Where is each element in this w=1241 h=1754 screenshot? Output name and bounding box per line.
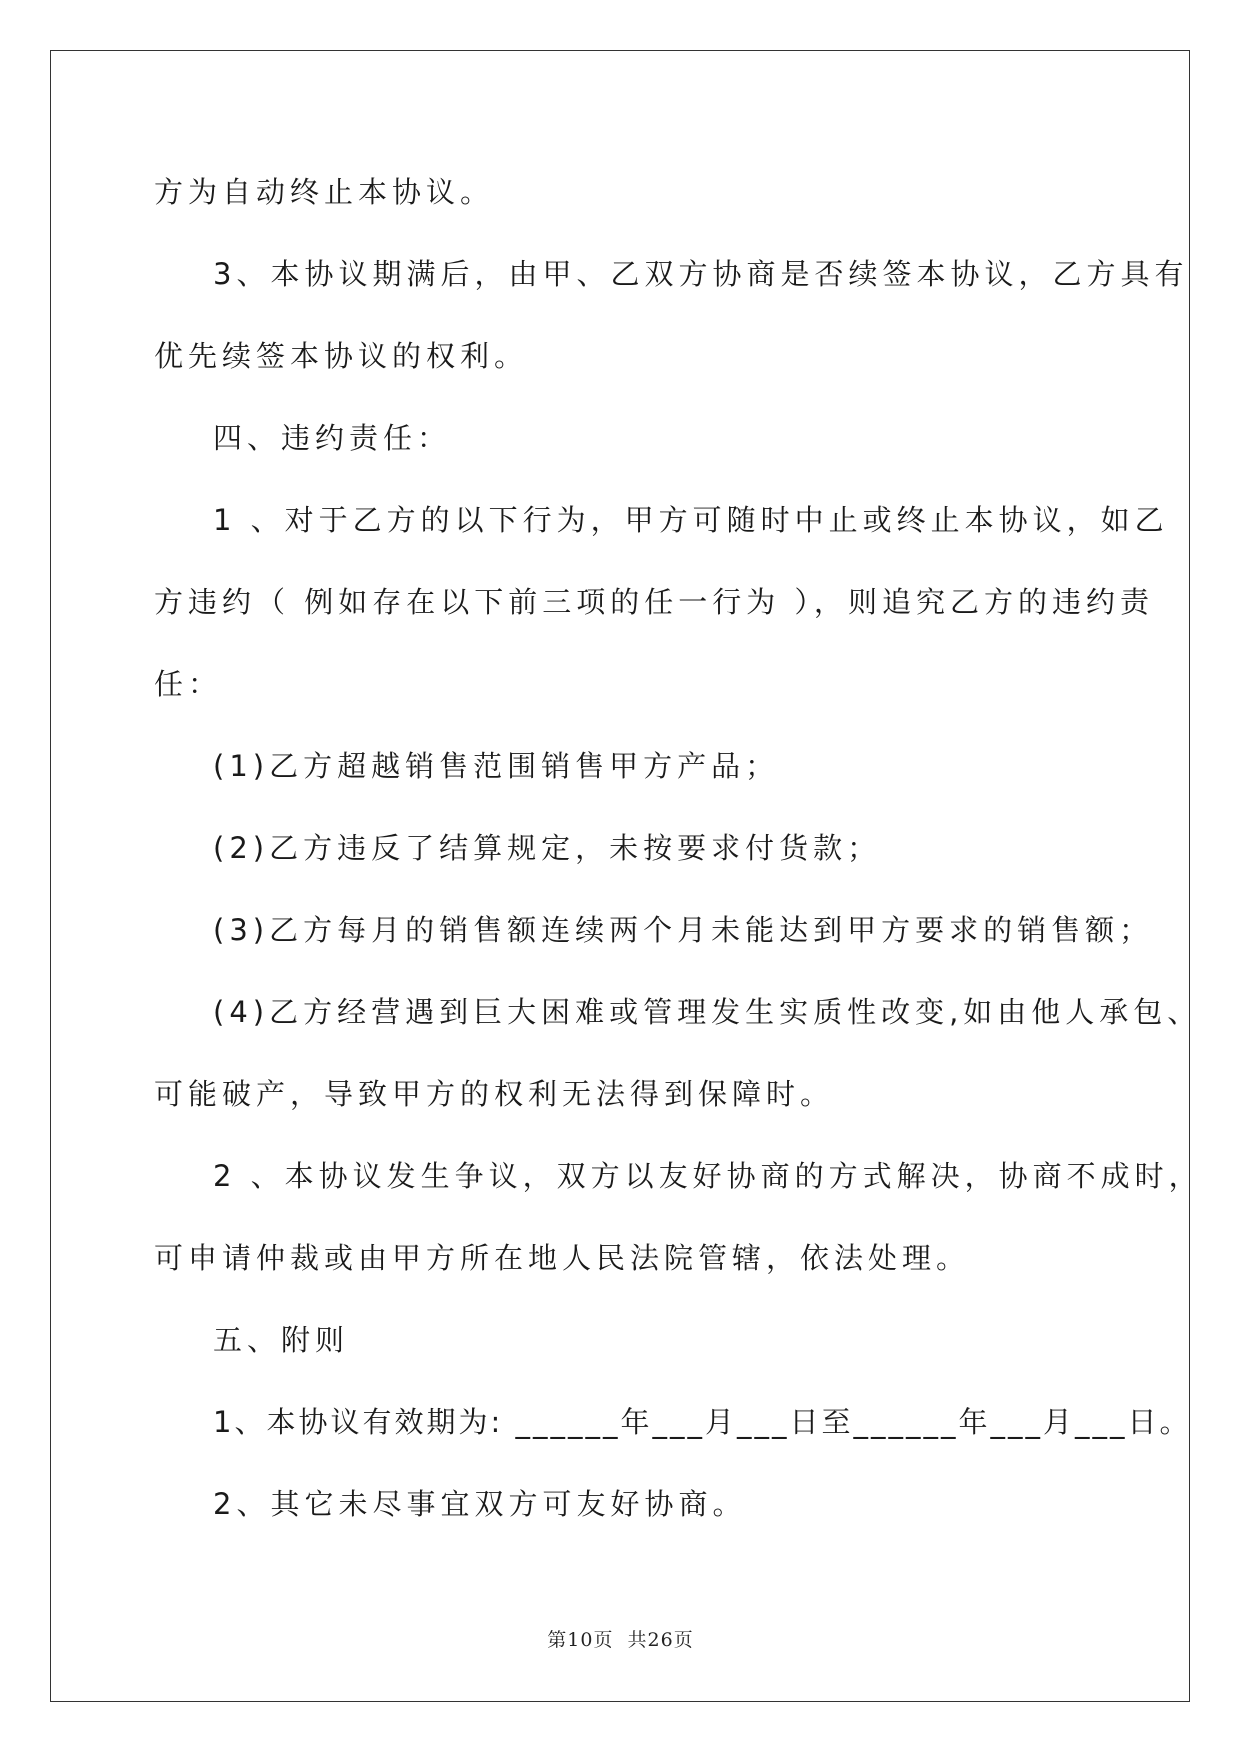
list-item: (1)乙方超越销售范围销售甲方产品； bbox=[213, 749, 780, 783]
text-line: 2 、本协议发生争议，双方以友好协商的方式解决，协商不成时， bbox=[213, 1159, 1203, 1193]
list-item: (3)乙方每月的销售额连续两个月未能达到甲方要求的销售额； bbox=[213, 913, 1154, 947]
text-line: 任： bbox=[154, 667, 223, 701]
text-line: 可能破产，导致甲方的权利无法得到保障时。 bbox=[154, 1077, 835, 1111]
page-footer bbox=[0, 1625, 1241, 1652]
page-frame bbox=[50, 50, 1190, 1702]
text-line: 方违约（ 例如存在以下前三项的任一行为 ），则追究乙方的违约责 bbox=[154, 585, 1154, 619]
section-heading: 四、违约责任： bbox=[213, 421, 452, 455]
list-item: (4)乙方经营遇到巨大困难或管理发生实质性改变,如由他人承包、 bbox=[213, 995, 1202, 1029]
text-line: 3、本协议期满后，由甲、乙双方协商是否续签本协议，乙方具有 bbox=[213, 257, 1189, 291]
list-item: (2)乙方违反了结算规定，未按要求付货款； bbox=[213, 831, 882, 865]
text-line: 优先续签本协议的权利。 bbox=[154, 339, 529, 373]
text-line: 1 、对于乙方的以下行为，甲方可随时中止或终止本协议，如乙 bbox=[213, 503, 1169, 537]
section-heading: 五、附则 bbox=[213, 1323, 350, 1357]
text-line: 方为自动终止本协议。 bbox=[154, 175, 495, 209]
text-line: 可申请仲裁或由甲方所在地人民法院管辖，依法处理。 bbox=[154, 1241, 971, 1275]
text-line: 2、其它未尽事宜双方可友好协商。 bbox=[213, 1487, 747, 1521]
validity-period-line: 1、本协议有效期为: ______年___月___日至______年___月___日。 bbox=[213, 1405, 1192, 1439]
page-number-label: 第10页 共26页 bbox=[547, 1629, 694, 1651]
